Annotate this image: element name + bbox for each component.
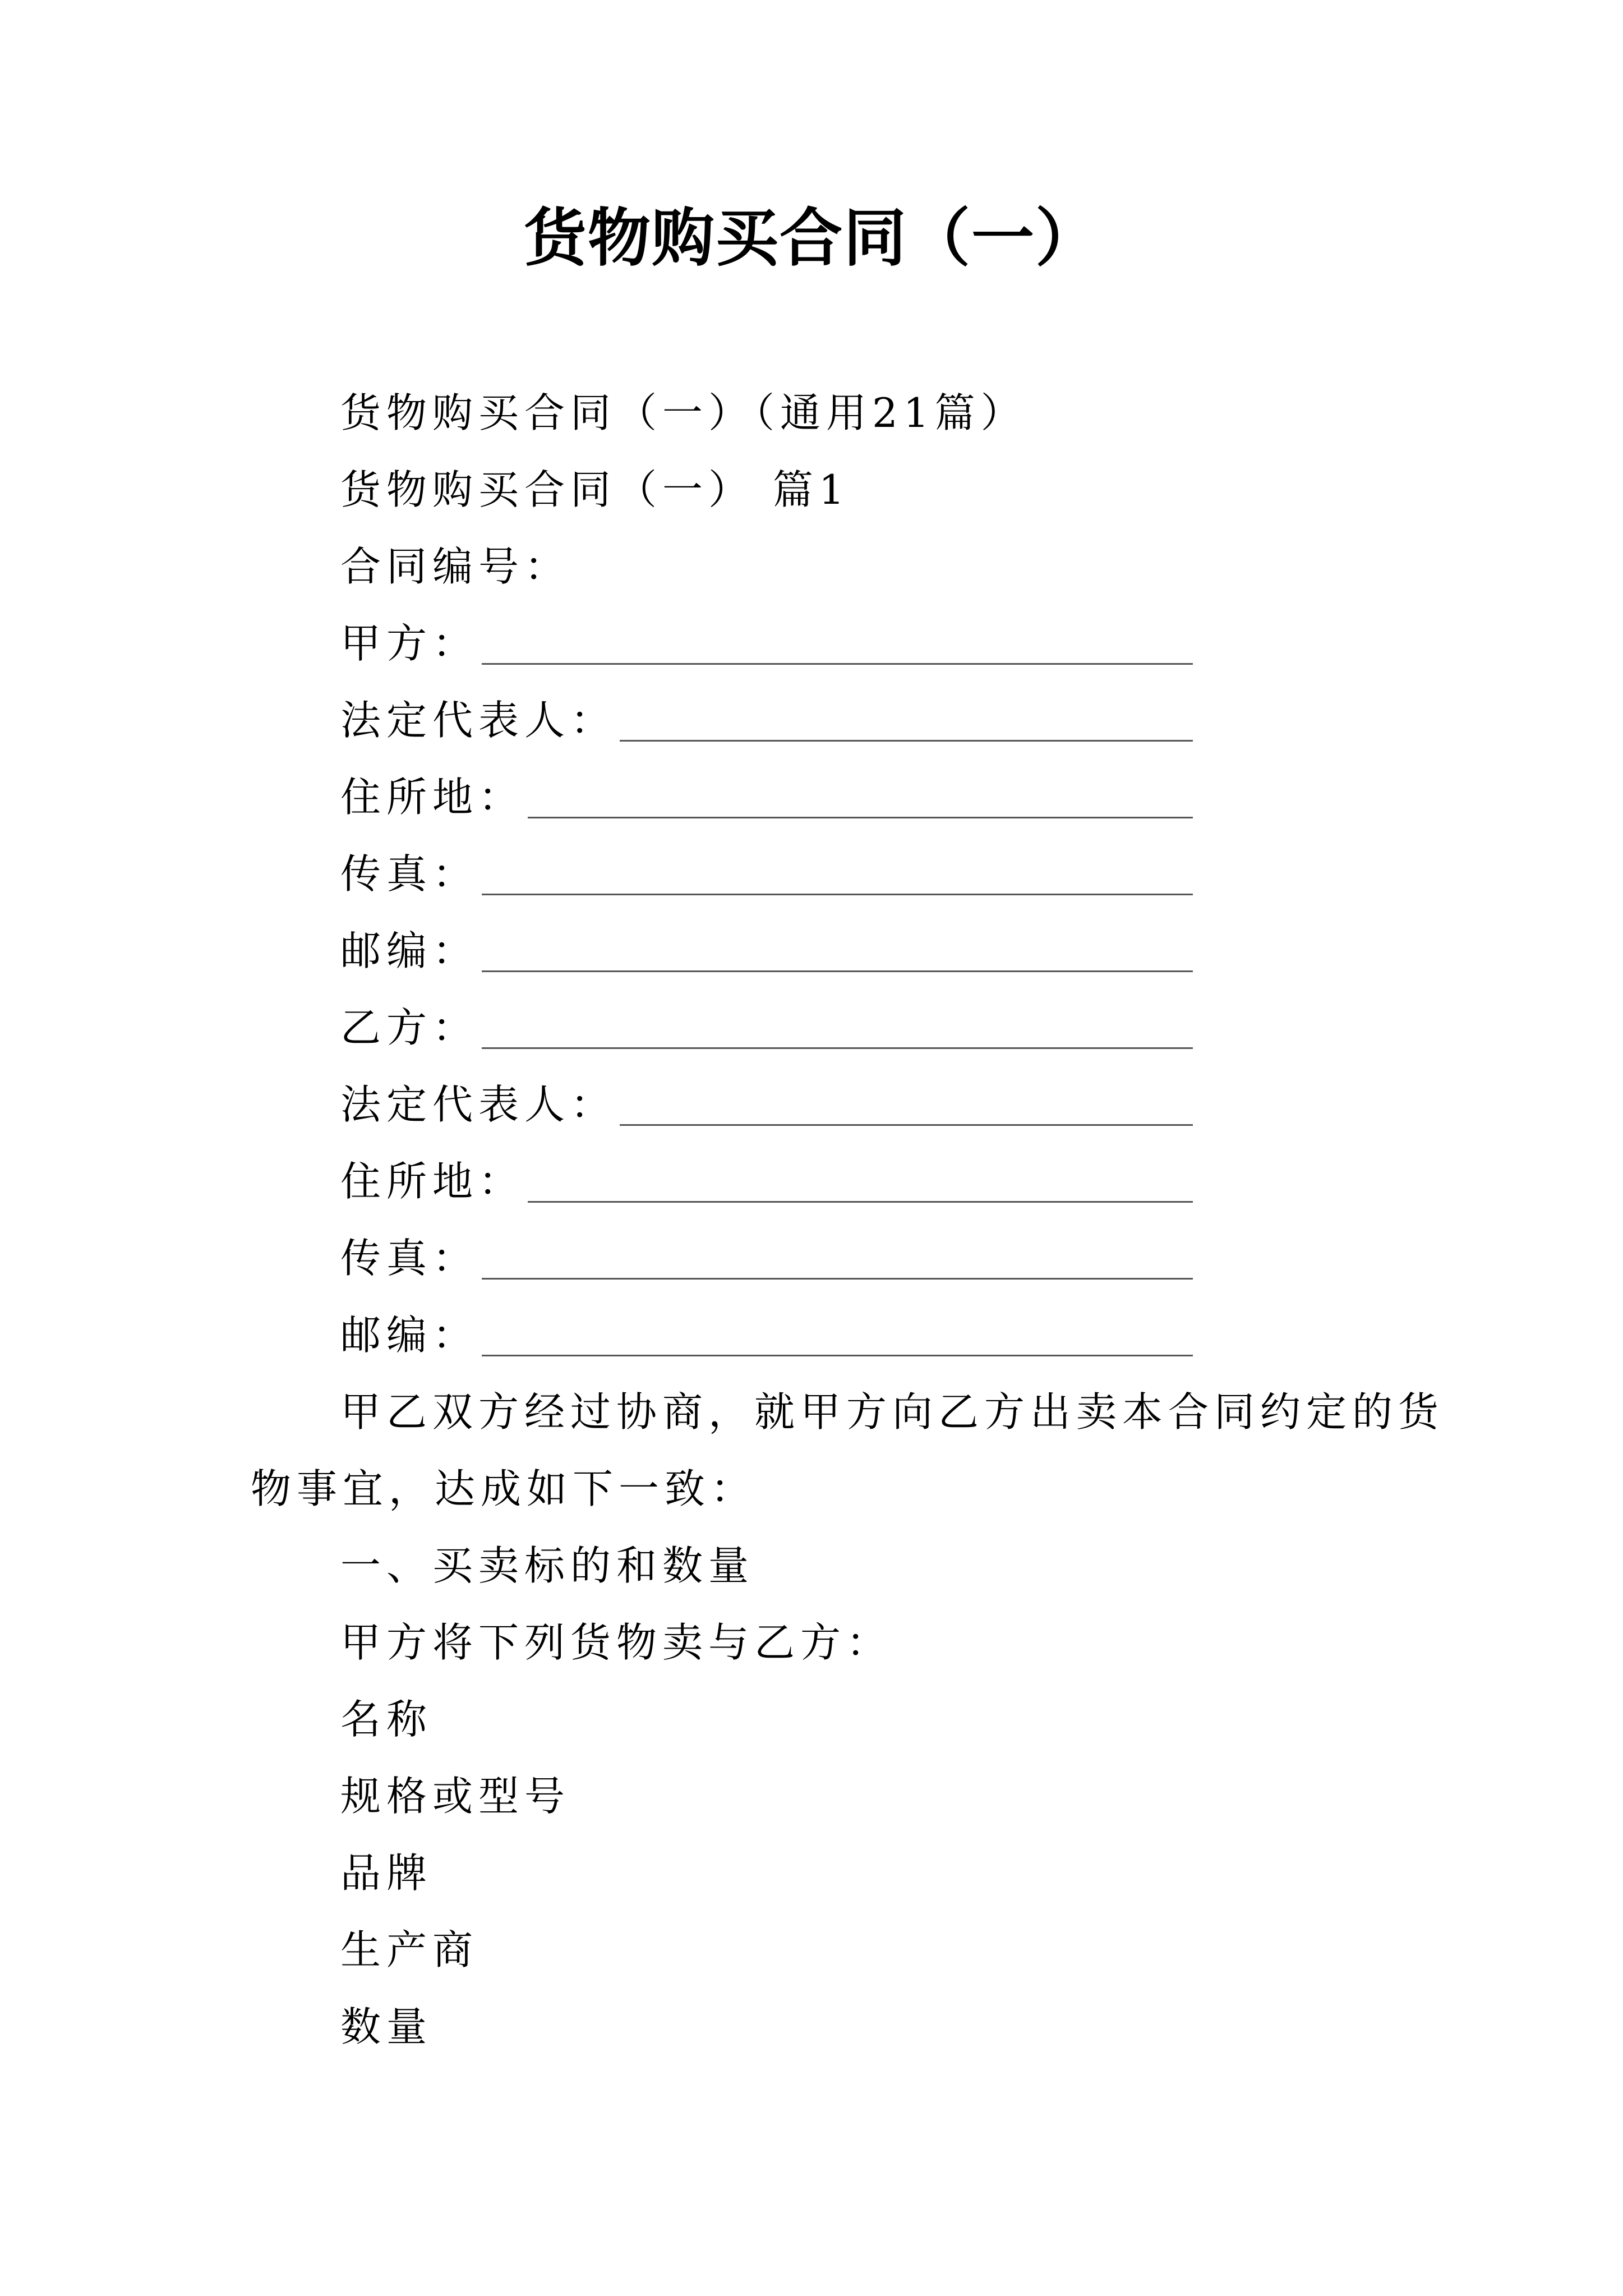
party-b-legal-rep-field — [340, 1076, 1193, 1133]
blank-line — [528, 1167, 1193, 1203]
field-label: 乙方： — [340, 1004, 479, 1051]
party-b-postcode-field — [340, 1307, 1193, 1363]
field-label: 法定代表人： — [340, 1081, 617, 1128]
party-a-address-field — [340, 769, 1193, 825]
blank-line — [482, 629, 1193, 665]
field-label: 邮编： — [340, 927, 479, 974]
field-label: 传真： — [340, 1235, 479, 1282]
intro-paragraph-line-1: 甲乙双方经过协商，就甲方向乙方出卖本合同约定的货 — [340, 1388, 1445, 1435]
party-a-legal-rep-field — [340, 692, 1193, 748]
party-a-fax-field — [340, 846, 1193, 902]
document-title: 货物购买合同（一） — [524, 201, 1099, 275]
party-b-fax-field — [340, 1230, 1193, 1286]
section-heading: 货物购买合同（一） 篇1 — [340, 466, 850, 513]
document-subtitle: 货物购买合同（一）（通用21篇） — [340, 389, 1027, 436]
blank-line — [482, 1014, 1193, 1049]
clause-1-heading: 一、买卖标的和数量 — [340, 1542, 755, 1589]
field-label: 住所地： — [340, 774, 525, 821]
blank-line — [620, 1091, 1193, 1126]
field-label: 邮编： — [340, 1312, 479, 1359]
blank-line — [482, 860, 1193, 895]
list-item: 数量 — [340, 2003, 433, 2050]
blank-line — [482, 1244, 1193, 1280]
field-label: 住所地： — [340, 1158, 525, 1205]
blank-line — [528, 783, 1193, 818]
party-a-name-field — [340, 615, 1193, 671]
list-item: 生产商 — [340, 1926, 479, 1973]
field-label: 甲方： — [340, 620, 479, 667]
blank-line — [482, 937, 1193, 972]
list-item: 名称 — [340, 1696, 433, 1743]
list-item: 规格或型号 — [340, 1773, 571, 1820]
party-b-address-field — [340, 1153, 1193, 1209]
field-label: 法定代表人： — [340, 697, 617, 744]
contract-number-label: 合同编号： — [340, 543, 571, 590]
clause-1-text: 甲方将下列货物卖与乙方： — [340, 1619, 893, 1666]
list-item: 品牌 — [340, 1849, 433, 1897]
blank-line — [482, 1321, 1193, 1356]
party-a-postcode-field — [340, 923, 1193, 979]
party-b-name-field — [340, 1000, 1193, 1056]
blank-line — [620, 706, 1193, 742]
field-label: 传真： — [340, 850, 479, 898]
intro-paragraph-line-2: 物事宜，达成如下一致： — [251, 1465, 757, 1512]
